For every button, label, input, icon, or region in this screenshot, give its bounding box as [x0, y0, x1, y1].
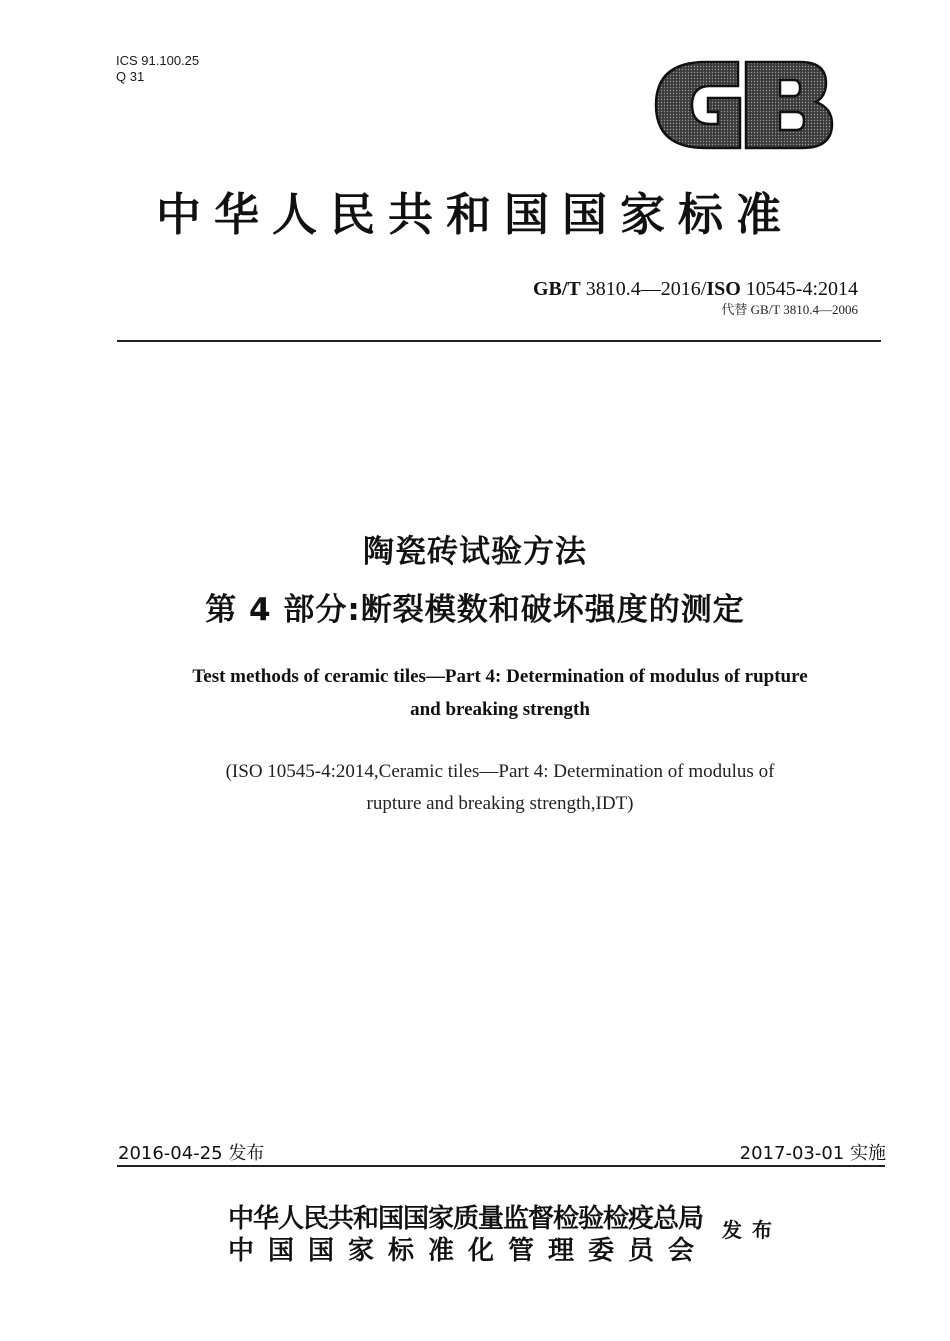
iso-equivalence-line-2: rupture and breaking strength,IDT) — [366, 793, 634, 814]
issue-date: 2016-04-25 发布 — [118, 1143, 265, 1164]
english-title-line-2: and breaking strength — [410, 699, 590, 720]
implementation-date: 2017-03-01 实施 — [739, 1143, 886, 1164]
publish-label: 发布 — [722, 1218, 782, 1242]
ics-classification — [116, 53, 199, 85]
iso-prefix: ISO — [706, 278, 741, 300]
header-divider — [117, 340, 881, 342]
standard-category-title: 中华人民共和国国家标准 — [155, 188, 794, 241]
issuer-aqsiq: 中华人民共和国国家质量监督检验检疫总局 — [228, 1204, 704, 1234]
iso-equivalence-line-1: (ISO 10545-4:2014,Ceramic tiles—Part 4: Determination of modulus of — [225, 761, 775, 782]
gb-number: 3810.4—2016/ — [580, 278, 707, 300]
standard-number — [533, 278, 858, 301]
footer-divider — [117, 1165, 885, 1167]
ccs-code: Q 31 — [116, 69, 145, 84]
g-letter-shape — [656, 62, 740, 148]
b-letter-shape — [746, 62, 832, 148]
issuer-sac: 中国国家标准化管理委员会 — [228, 1236, 709, 1266]
replaces-note: 代替 GB/T 3810.4—2006 — [721, 302, 858, 317]
gb-national-standard-logo — [648, 56, 838, 154]
gb-prefix: GB/T — [532, 278, 581, 300]
chinese-title-line-2: 第 4 部分:断裂模数和破坏强度的测定 — [205, 592, 745, 628]
iso-number: 10545-4:2014 — [740, 278, 858, 300]
english-title-line-1: Test methods of ceramic tiles—Part 4: Determination of modulus of rupture — [192, 666, 808, 687]
chinese-title-line-1: 陶瓷砖试验方法 — [363, 534, 587, 570]
ics-code: ICS 91.100.25 — [116, 53, 200, 68]
